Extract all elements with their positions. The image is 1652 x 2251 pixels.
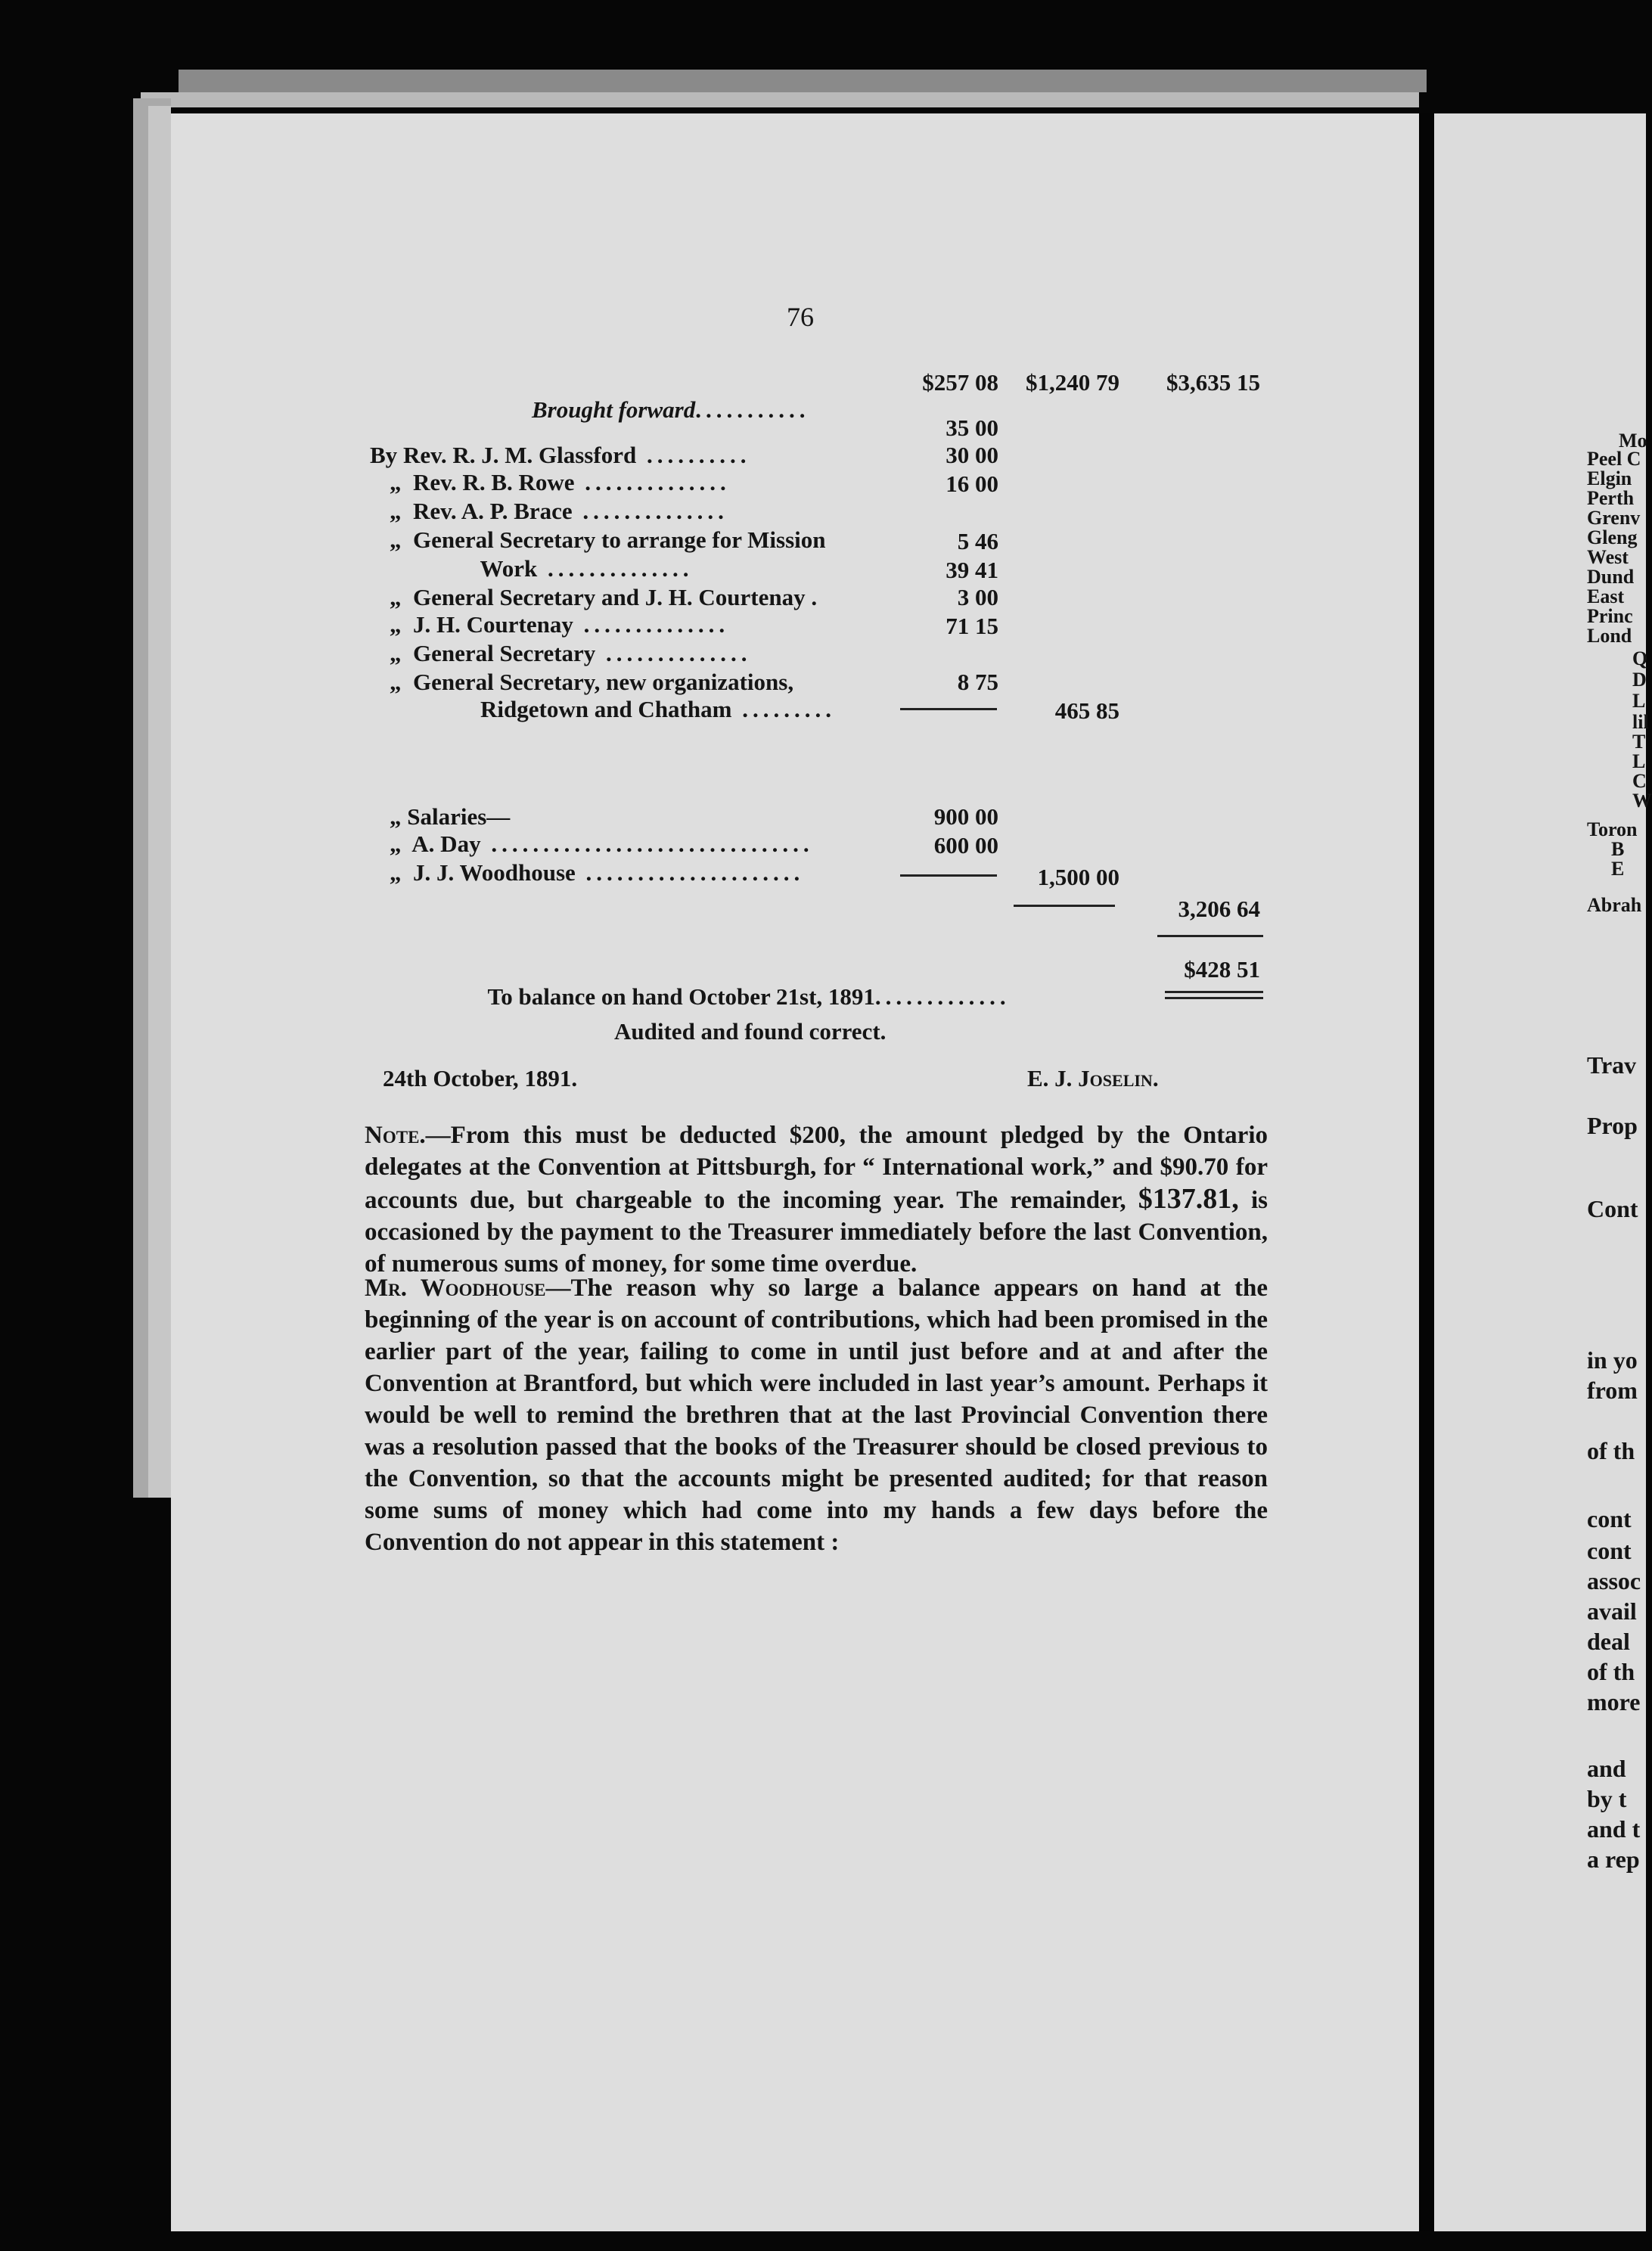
page-stack-edge [141,92,1419,107]
salaries-label: Salaries— [407,803,511,830]
speech-paragraph [365,1272,1268,1558]
entry-amount: 8 75 [957,669,998,695]
right-fragment: W [1632,790,1652,812]
entry-label-cont: Work [480,555,538,582]
note-text: —From this must be deducted $200, the amount pledged by the Ontario delegates at the Convention at Pittsburgh, for “ International work,” and $90.70 for accounts due, but chargeable to the incoming year. The remainder, [365,1122,1268,1214]
right-fragment: assoc [1587,1567,1641,1594]
entry-label: J. H. Courtenay [413,611,573,638]
note-paragraph [365,1119,1268,1280]
note-emphasis: $137.81, [1138,1183,1239,1215]
right-fragment: East [1587,585,1625,607]
right-fragment: by t [1587,1785,1627,1812]
right-fragment: Perth [1587,487,1635,509]
right-fragment: cont [1587,1505,1632,1532]
ditto-mark: „ [390,611,402,638]
right-page [1434,113,1646,2231]
speech-text: —The reason why so large a balance appears on hand at the beginning of the year is on account of contributions, which had been promised in the earlier part of the year, failing to come in until just before and at and after the Convention at Brantford, but which were included in last year’s amount. Perhaps it would be well to remind the brethren that at the last Provincial Convention there was a resolution passed that the books of the Treasurer should be closed previous to the Convention, so that the accounts might be presented audited; for that reason some sums of money which had come into my hands a few days before the Convention do not appear in this statement : [365,1275,1268,1556]
right-fragment: in yo [1587,1346,1638,1374]
entry-row-cont: Work .............. [480,555,694,582]
subtotal-amount: 1,500 00 [1037,864,1119,890]
right-fragment: L [1632,690,1646,712]
ditto-mark: „ [390,831,402,857]
right-fragment: B [1611,838,1625,860]
brought-forward-col1: $257 08 [922,369,998,396]
total-rule [1157,935,1263,937]
entry-label: General Secretary and J. H. Courtenay [413,584,806,610]
right-fragment: Dund [1587,566,1635,588]
entry-amount: 39 41 [946,557,998,583]
entry-row: „ General Secretary .............. [390,640,752,666]
balance-row: To balance on hand October 21st, 1891............. [487,983,1011,1010]
auditor-signature: E. J. Joselin. [1027,1065,1159,1091]
note-text: is occasioned by the payment to the Treasurer immediately before the last Convention, of numerous sums of money, for some time overdue. [365,1187,1268,1278]
entry-amount: 35 00 [946,414,998,441]
entry-row: „ Rev. R. B. Rowe .............. [390,469,731,495]
audited-line: Audited and found correct. [614,1018,887,1045]
note-heading: Note. [365,1122,426,1149]
ditto-mark: „ [390,669,402,695]
right-fragment: Grenv [1587,507,1641,529]
entry-label: General Secretary to arrange for Mission [413,526,826,553]
right-fragment: deal [1587,1628,1630,1655]
right-fragment: Q [1632,647,1648,669]
entry-label: General Secretary [413,640,596,666]
ditto-mark: „ [390,526,402,553]
subtotal-amount: 465 85 [1054,697,1119,724]
total-rule [1014,905,1115,907]
right-fragment: Abrah [1587,894,1642,916]
right-fragment: more [1587,1688,1641,1715]
right-fragment: Toron [1587,818,1638,840]
entry-row: „ J. H. Courtenay .............. [390,611,730,638]
right-fragment: lil [1632,711,1649,733]
brought-forward-col2: $1,240 79 [1026,369,1119,396]
right-fragment: from [1587,1377,1638,1404]
right-fragment: D [1632,669,1647,691]
ditto-mark: „ [390,584,402,610]
entry-label: Rev. A. P. Brace [413,498,573,524]
right-fragment: Mo [1619,430,1647,452]
balance-double-rule [1165,991,1263,993]
salary-label: J. J. Woodhouse [413,859,576,886]
page-stack-edge [179,70,1427,92]
balance-double-rule [1165,997,1263,999]
entry-row: „ Rev. A. P. Brace .............. [390,498,728,524]
page-stack-edge [148,106,171,1498]
entry-amount: 16 00 [946,470,998,497]
right-fragment: T [1632,731,1646,753]
right-fragment: Prop [1587,1112,1638,1139]
entry-label-cont: Ridgetown and Chatham [480,696,732,722]
speaker-name: Mr. Woodhouse [365,1275,546,1302]
right-fragment: Gleng [1587,526,1638,548]
salary-amount: 900 00 [933,803,998,830]
brought-forward-row: Brought forward........... [532,396,810,423]
right-fragment: a rep [1587,1846,1640,1873]
entry-label: General Secretary, new organizations, [413,669,794,695]
entry-row-cont: Ridgetown and Chatham ......... [480,696,836,722]
balance-label: To balance on hand October 21st, 1891 [487,983,875,1010]
subtotal-rule [900,708,997,710]
brought-forward-label: Brought forward [532,396,696,423]
right-fragment: C [1632,770,1647,792]
right-fragment: avail [1587,1597,1637,1625]
ditto-mark: „ [390,859,402,886]
right-fragment: Lond [1587,625,1632,647]
total-amount: 3,206 64 [1178,896,1260,922]
right-fragment: E [1611,858,1625,880]
right-fragment: and t [1587,1815,1641,1843]
right-fragment: of th [1587,1658,1635,1685]
right-fragment: Peel C [1587,448,1641,470]
right-fragment: Cont [1587,1195,1638,1222]
salary-label: A. Day [411,831,481,857]
entry-row: By Rev. R. J. M. Glassford .......... [370,442,751,468]
right-fragment: Elgin [1587,467,1632,489]
entry-label: Rev. R. B. Rowe [413,469,575,495]
entry-amount: 71 15 [946,613,998,639]
audit-date: 24th October, 1891. [383,1065,578,1091]
salary-row: „ J. J. Woodhouse ..................... [390,859,805,886]
right-fragment: and [1587,1755,1626,1782]
ditto-mark: „ [390,469,402,495]
by-prefix: By [370,442,398,468]
brought-forward-col3: $3,635 15 [1166,369,1260,396]
entry-row: „ General Secretary and J. H. Courtenay . [390,584,818,610]
ditto-mark: „ [390,498,402,524]
book-gutter [1419,113,1434,2231]
subtotal-rule [900,874,997,877]
right-fragment: Princ [1587,605,1633,627]
right-fragment: cont [1587,1537,1632,1564]
salary-amount: 600 00 [933,832,998,858]
right-fragment: West [1587,546,1629,568]
ditto-mark: „ [390,803,402,830]
salary-row: „ A. Day ............................... [390,831,814,857]
page-number: 76 [787,302,814,332]
right-fragment: of th [1587,1437,1635,1464]
entry-label: Rev. R. J. M. Glassford [402,442,637,468]
right-fragment: Trav [1587,1051,1637,1079]
ditto-mark: „ [390,640,402,666]
entry-amount: 3 00 [957,584,998,610]
entry-amount: 30 00 [946,442,998,468]
entry-amount: 5 46 [957,528,998,554]
right-fragment: L [1632,750,1646,772]
balance-amount: $428 51 [1184,956,1260,983]
